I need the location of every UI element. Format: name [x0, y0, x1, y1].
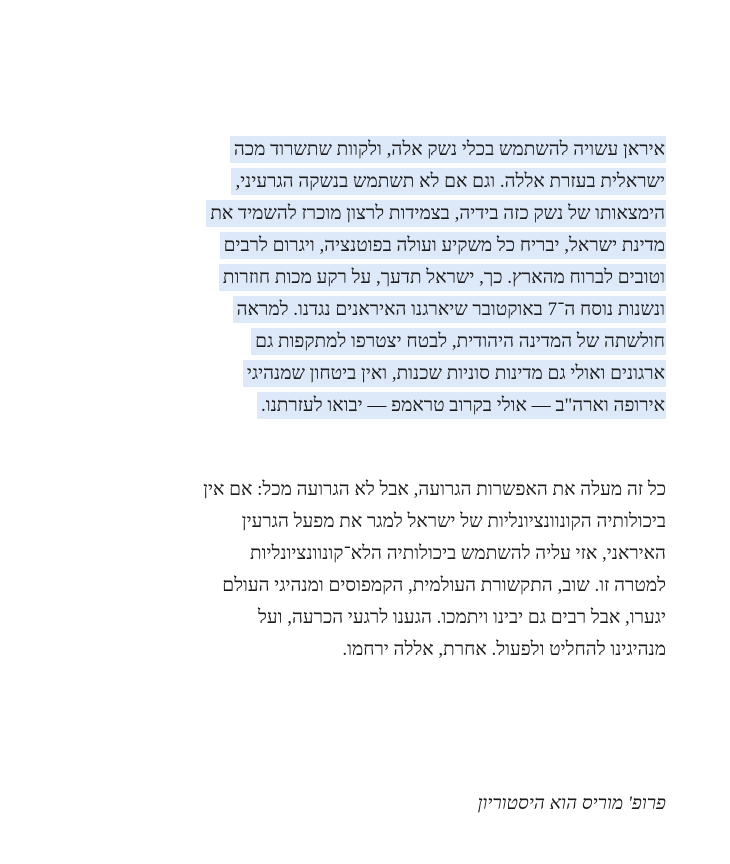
- paragraph-line[interactable]: ביכולותיה הקונוונציונליות של ישראל למגר את מפעל הגרעין: [241, 511, 666, 532]
- text-selection[interactable]: אירופה וארה"ב — אולי בקרוב טראמפ — יבואו לעזרתנו.: [257, 392, 666, 419]
- author-byline[interactable]: פרופ' מוריס הוא היסטוריון: [477, 793, 666, 814]
- paragraph-line[interactable]: [40, 134, 666, 166]
- paragraph-line[interactable]: [40, 390, 666, 422]
- text-selection[interactable]: ישראלית בעזרת אללה. וגם אם לא תשתמש בנשקה הגרעיני,: [231, 168, 666, 195]
- paragraph-line[interactable]: [40, 294, 666, 326]
- text-selection[interactable]: ארגונים ואולי גם מדינות סוניות שכנות, ואין ביטחון שמנהיגי: [243, 360, 666, 387]
- paragraph: [40, 474, 666, 666]
- text-selection[interactable]: חולשתה של המדינה היהודית, לבטח יצטרפו למתקפות גם: [251, 328, 666, 355]
- text-selection[interactable]: ונשנות נוסח ה־7 באוקטובר שיארגנו האיראנים נגדנו. למראה: [233, 296, 666, 323]
- paragraph-line[interactable]: [40, 358, 666, 390]
- text-selection[interactable]: איראן עשויה להשתמש בכלי נשק אלה, ולקוות שתשרוד מכה: [230, 136, 666, 163]
- paragraph-spacer: [40, 422, 666, 474]
- paragraph-highlighted: [40, 134, 666, 422]
- text-selection[interactable]: וטובים לברוח מהארץ. כך, ישראל תדעך, על רקע מכות חוזרות: [219, 264, 666, 291]
- paragraph-line[interactable]: [40, 326, 666, 358]
- paragraph-line[interactable]: [40, 198, 666, 230]
- paragraph-line[interactable]: [40, 166, 666, 198]
- paragraph-line[interactable]: יגערו, אבל רבים גם יבינו ויתמכו. הגענו לרגעי הכרעה, ועל: [257, 607, 666, 628]
- paragraph-line[interactable]: למטרה זו. שוב, התקשורת העולמית, הקמפוסים ומנהיגי העולם: [222, 575, 666, 596]
- paragraph-line[interactable]: [40, 230, 666, 262]
- text-selection[interactable]: מדינת ישראל, יבריח כל משקיע ועולה בפוטנציה, ויגרום לרבים: [220, 232, 666, 259]
- paragraph-line[interactable]: האיראני, אזי עליה להשתמש ביכולותיה הלא־קונוונציונליות: [250, 543, 666, 564]
- paragraph-line[interactable]: [40, 262, 666, 294]
- text-selection[interactable]: הימצאותו של נשק כזה בידיה, בצמידות לרצון מוכרז להשמיד את: [206, 200, 666, 227]
- paragraph-line[interactable]: מנהיגינו להחליט ולפעול. אחרת, אללה ירחמו.: [342, 639, 666, 660]
- article-body: [40, 134, 666, 666]
- paragraph-line[interactable]: כל זה מעלה את האפשרות הגרועה, אבל לא הגרועה מכל: אם אין: [203, 479, 666, 500]
